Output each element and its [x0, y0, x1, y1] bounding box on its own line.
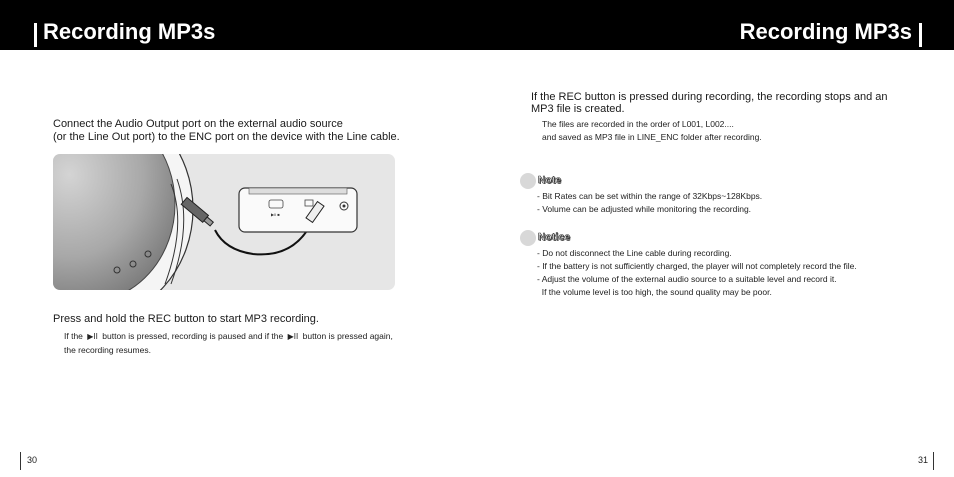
page-title-right: Recording MP3s [739, 19, 912, 44]
step3-line2: MP3 file is created. [531, 103, 625, 115]
step2-sub-line1 [64, 329, 393, 344]
notice-item: - Do not disconnect the Line cable during recording. [537, 248, 732, 258]
notice-heading: Notice [538, 232, 571, 243]
circle-bullet-icon [520, 173, 536, 189]
step3-line1: If the REC button is pressed during recording, the recording stops and an [531, 91, 888, 103]
step3-sub1: The files are recorded in the order of L001, L002.... [542, 119, 734, 129]
player-and-cable-drawing [53, 154, 395, 290]
circle-bullet-icon [520, 230, 536, 246]
notice-item: - Adjust the volume of the external audio source to a suitable level and record it. [537, 274, 837, 284]
page-number-right: 31 [917, 455, 928, 465]
step1-line1: Connect the Audio Output port on the external audio source [53, 118, 343, 130]
notice-item: - If the battery is not sufficiently charged, the player will not completely record the file. [537, 261, 857, 271]
note-item: - Volume can be adjusted while monitoring the recording. [537, 204, 752, 214]
step3-sub2: and saved as MP3 file in LINE_ENC folder after recording. [542, 132, 762, 142]
notice-item: If the volume level is too high, the sound quality may be poor. [537, 287, 772, 297]
title-marker-left [34, 23, 37, 47]
play-pause-icon: ▶II [87, 332, 98, 341]
step2-sub-line2: the recording resumes. [64, 345, 151, 355]
play-pause-icon: ▶II [287, 332, 299, 341]
header-bar [0, 0, 954, 50]
page-title-left: Recording MP3s [43, 19, 216, 44]
title-marker-right [919, 23, 922, 47]
step2-sub-part1: If the [64, 331, 83, 341]
page-marker-left [20, 452, 21, 470]
step2-sub-part2: button is pressed, recording is paused and if the [102, 331, 284, 341]
note-heading: Note [538, 175, 562, 186]
page-marker-right [933, 452, 934, 470]
step2-sub-part3: button is pressed again, [302, 331, 393, 341]
connection-illustration [53, 154, 395, 290]
step1-line2: (or the Line Out port) to the ENC port on the device with the Line cable. [53, 131, 400, 143]
step2-main: Press and hold the REC button to start MP3 recording. [53, 313, 319, 325]
page-number-left: 30 [27, 455, 38, 465]
svg-text:▶II ■: ▶II ■ [271, 212, 280, 217]
note-item: - Bit Rates can be set within the range of 32Kbps~128Kbps. [537, 191, 763, 201]
